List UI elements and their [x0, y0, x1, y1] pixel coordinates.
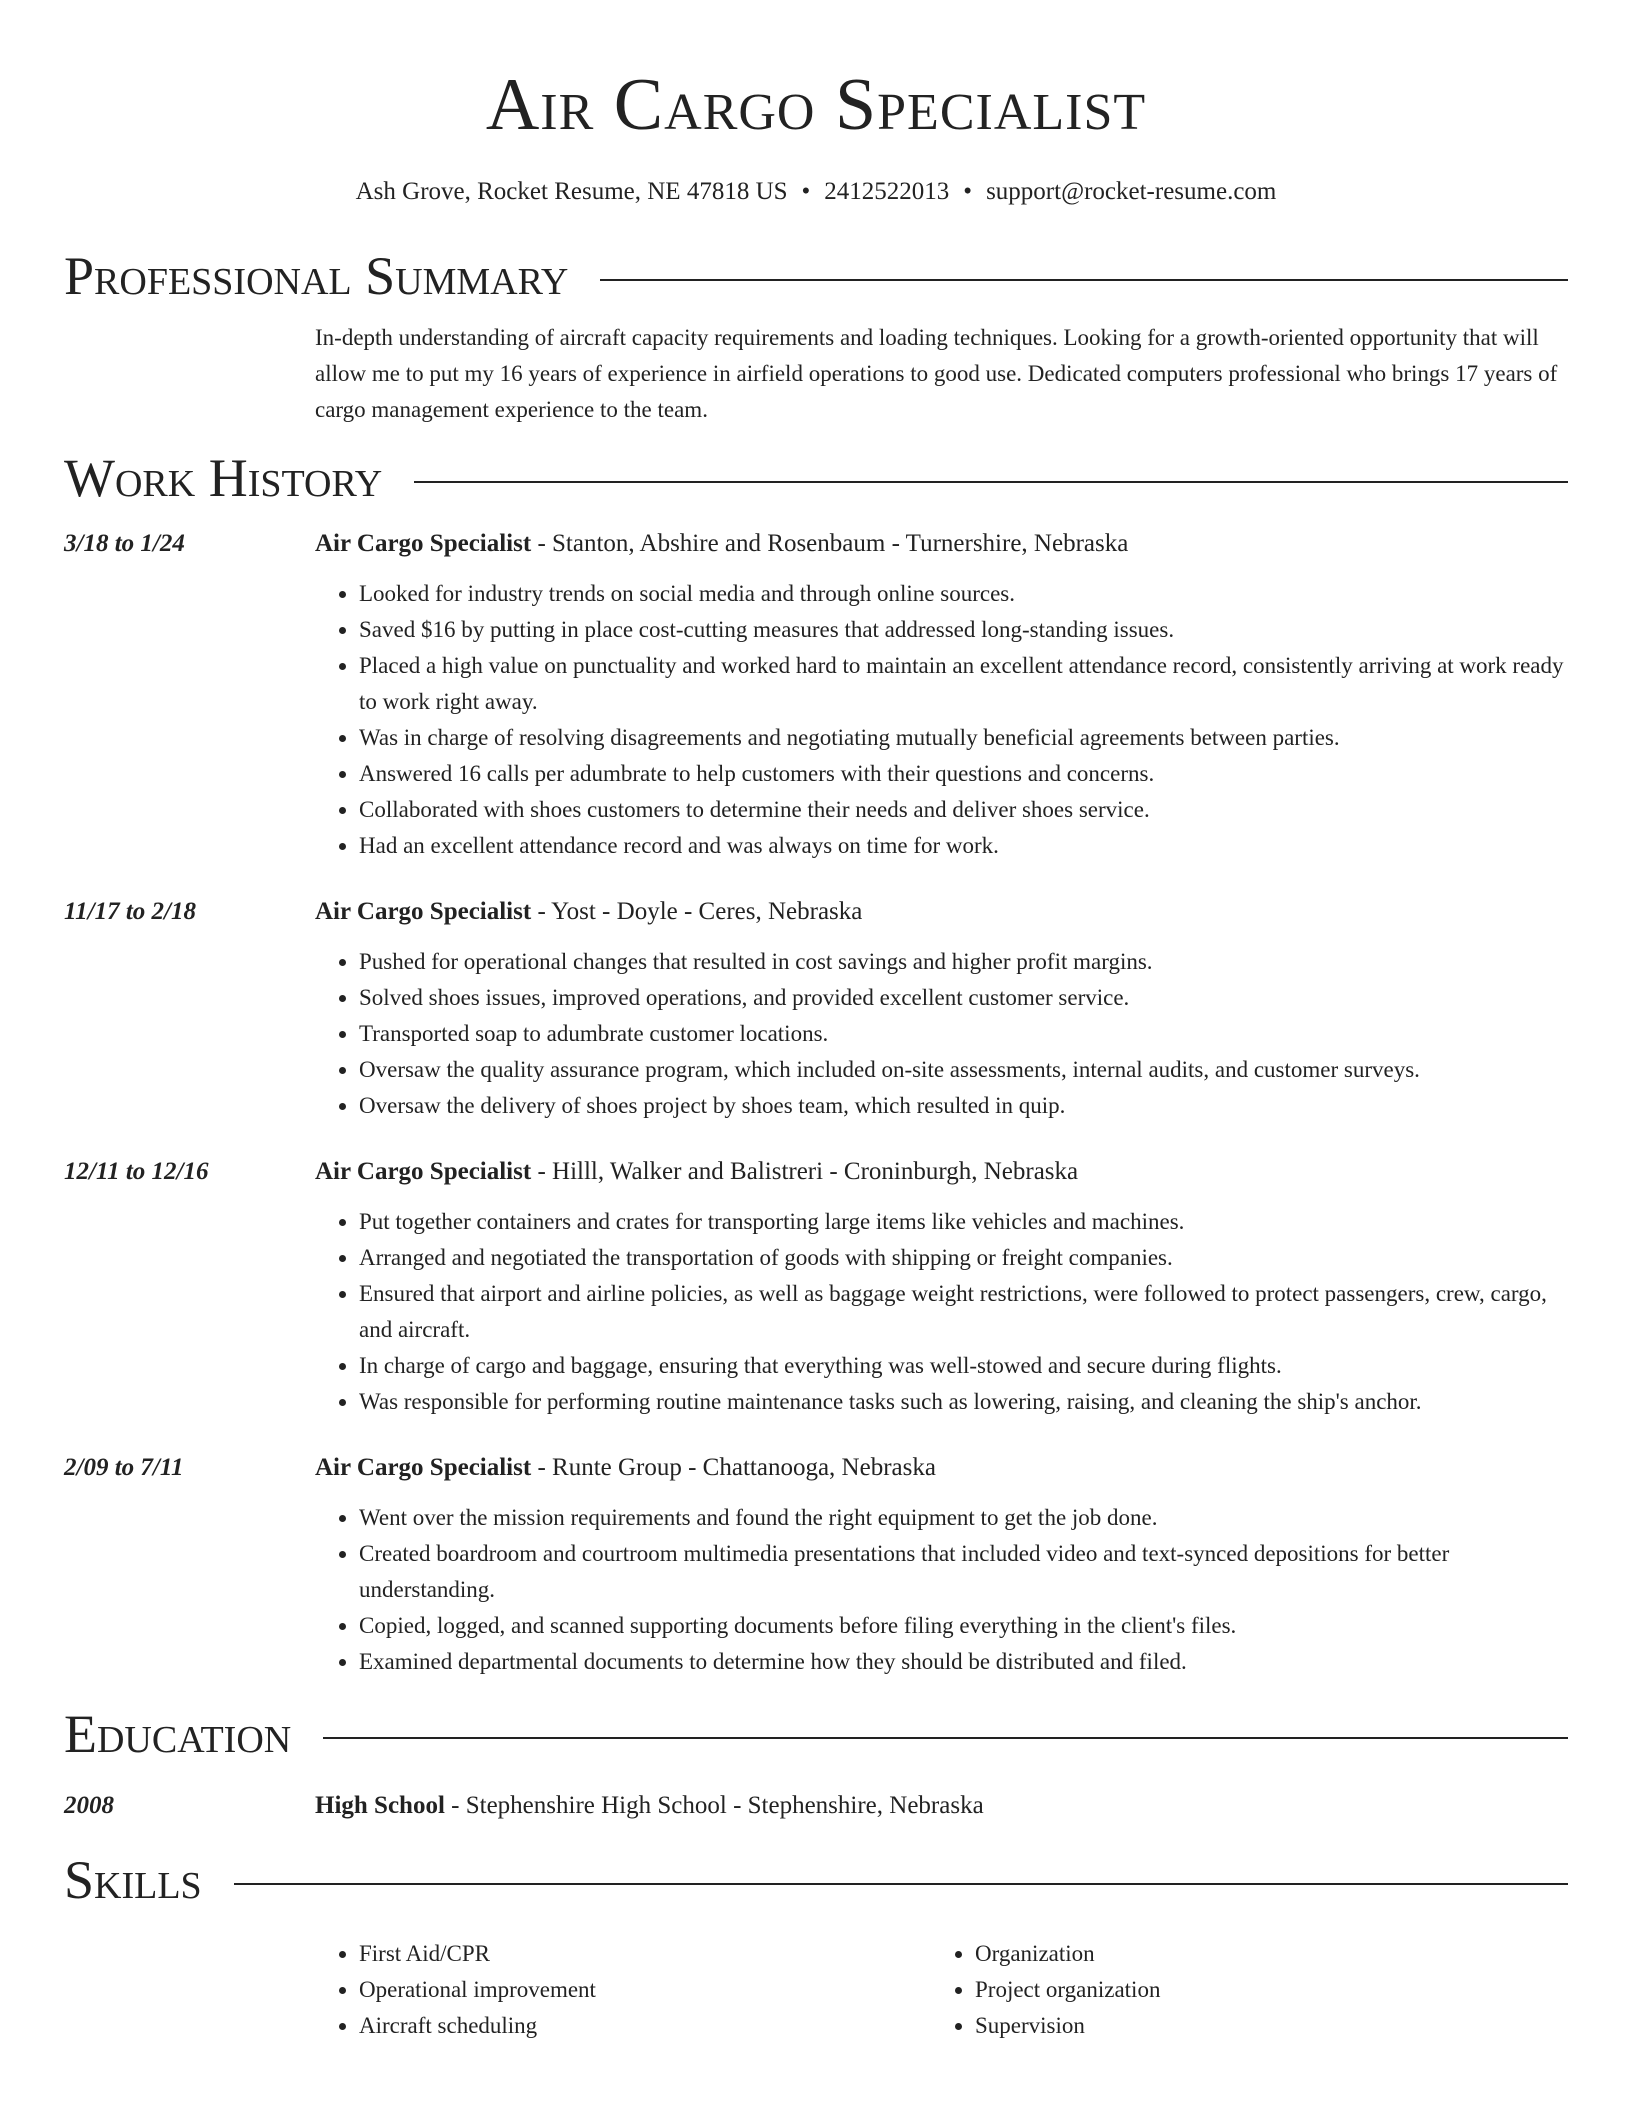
skills-column-right: [931, 1936, 1547, 2044]
job-dates: 11/17 to 2/18: [64, 898, 196, 925]
job-title-line: [315, 526, 1568, 562]
job-details: [315, 1154, 1568, 1420]
work-history-list: [64, 526, 1568, 1680]
job-bullet: • Oversaw the delivery of shoes project by shoes team, which resulted in quip.: [359, 1088, 1568, 1124]
contact-separator: •: [963, 178, 973, 205]
skill-item: • Supervision: [975, 2008, 1547, 2044]
job-title-line: [315, 1154, 1568, 1190]
section-title-work: Work History: [64, 448, 383, 508]
job-role: Air Cargo Specialist: [315, 898, 532, 925]
job-bullet: • In charge of cargo and baggage, ensuring that everything was well-stowed and secure during flights.: [359, 1348, 1568, 1384]
section-divider: [234, 1883, 1568, 1885]
section-title-summary: Professional Summary: [64, 246, 569, 306]
resume-page: [64, 0, 1568, 2044]
education-year: 2008: [64, 1792, 114, 1819]
job-bullet: • Copied, logged, and scanned supporting documents before filing everything in the client's files.: [359, 1608, 1568, 1644]
job-bullet: • Went over the mission requirements and found the right equipment to get the job done.: [359, 1500, 1568, 1536]
section-header-work: [64, 446, 1568, 510]
skill-item: • Project organization: [975, 1972, 1547, 2008]
job-title-line: [315, 894, 1568, 930]
job-bullet: • Looked for industry trends on social media and through online sources.: [359, 576, 1568, 612]
section-title-education: Education: [64, 1704, 292, 1764]
contact-phone: 2412522013: [824, 178, 950, 205]
job-title-line: [315, 1450, 1568, 1486]
job-bullet: • Created boardroom and courtroom multimedia presentations that included video and text-synced depositions for better understanding.: [359, 1536, 1568, 1608]
job-bullet: • Placed a high value on punctuality and worked hard to maintain an excellent attendance record, consistently arriving at work ready to work right away.: [359, 648, 1568, 720]
job-details: [315, 1450, 1568, 1680]
job-bullets: [315, 1500, 1568, 1680]
contact-address: Ash Grove, Rocket Resume, NE 47818 US: [355, 178, 788, 205]
job-bullet: • Solved shoes issues, improved operations, and provided excellent customer service.: [359, 980, 1568, 1016]
job-bullet: • Was in charge of resolving disagreements and negotiating mutually beneficial agreements between parties.: [359, 720, 1568, 756]
section-divider: [323, 1737, 1568, 1739]
job-dates: 3/18 to 1/24: [64, 530, 185, 557]
job-bullets: [315, 576, 1568, 864]
job-employer: - Stanton, Abshire and Rosenbaum - Turnershire, Nebraska: [531, 530, 1129, 557]
job-bullet: • Transported soap to adumbrate customer locations.: [359, 1016, 1568, 1052]
job-employer: - Hilll, Walker and Balistreri - Croninburgh, Nebraska: [531, 1158, 1079, 1185]
skill-item: • Organization: [975, 1936, 1547, 1972]
job-details: [315, 526, 1568, 864]
skill-item: • Operational improvement: [359, 1972, 931, 2008]
education-school: - Stephenshire High School - Stephenshire, Nebraska: [444, 1792, 984, 1819]
job-role: Air Cargo Specialist: [315, 1454, 532, 1481]
job-bullet: • Pushed for operational changes that resulted in cost savings and higher profit margins.: [359, 944, 1568, 980]
skills-column-left: [315, 1936, 931, 2044]
section-title-skills: Skills: [64, 1850, 202, 1910]
section-header-education: [64, 1702, 1568, 1766]
job-role: Air Cargo Specialist: [315, 1158, 532, 1185]
contact-email: support@rocket-resume.com: [986, 178, 1277, 205]
skill-item: • First Aid/CPR: [359, 1936, 931, 1972]
job-bullets: [315, 1204, 1568, 1420]
job-bullet: • Examined departmental documents to determine how they should be distributed and filed.: [359, 1644, 1568, 1680]
education-degree: High School: [315, 1792, 445, 1819]
section-header-skills: [64, 1848, 1568, 1912]
job-bullet: • Was responsible for performing routine maintenance tasks such as lowering, raising, and cleaning the ship's anchor.: [359, 1384, 1568, 1420]
candidate-name: Air Cargo Specialist: [485, 64, 1147, 146]
job-bullet: • Had an excellent attendance record and was always on time for work.: [359, 828, 1568, 864]
job-employer: - Runte Group - Chattanooga, Nebraska: [531, 1454, 936, 1481]
section-divider: [600, 279, 1568, 281]
job-employer: - Yost - Doyle - Ceres, Nebraska: [531, 898, 863, 925]
section-divider: [414, 481, 1568, 483]
contact-separator: •: [801, 178, 811, 205]
education-details: [315, 1788, 984, 1824]
section-header-summary: [64, 244, 1568, 308]
job-entry: [64, 1450, 1568, 1680]
job-bullet: • Oversaw the quality assurance program, which included on-site assessments, internal audits, and customer surveys.: [359, 1052, 1568, 1088]
job-bullets: [315, 944, 1568, 1124]
skills-list: [315, 1936, 1568, 2044]
job-bullet: • Answered 16 calls per adumbrate to help customers with their questions and concerns.: [359, 756, 1568, 792]
job-dates: 12/11 to 12/16: [64, 1158, 209, 1185]
job-entry: [64, 1154, 1568, 1420]
skill-item: • Aircraft scheduling: [359, 2008, 931, 2044]
job-details: [315, 894, 1568, 1124]
job-role: Air Cargo Specialist: [315, 530, 532, 557]
job-bullet: • Arranged and negotiated the transportation of goods with shipping or freight companies.: [359, 1240, 1568, 1276]
job-bullet: • Saved $16 by putting in place cost-cutting measures that addressed long-standing issues.: [359, 612, 1568, 648]
job-bullet: • Ensured that airport and airline policies, as well as baggage weight restrictions, were followed to protect passengers, crew, cargo, and aircraft.: [359, 1276, 1568, 1348]
job-bullet: • Collaborated with shoes customers to determine their needs and deliver shoes service.: [359, 792, 1568, 828]
education-entry: [64, 1788, 1568, 1824]
contact-line: [64, 176, 1568, 208]
job-entry: [64, 526, 1568, 864]
summary-text: In-depth understanding of aircraft capacity requirements and loading techniques. Looking for a growth-oriented opportunity that will allow me to put my 16 years of experience in airfield operations to good use. Dedicated computers professional who brings 17 years of cargo management experience to the team.: [315, 325, 1558, 422]
job-entry: [64, 894, 1568, 1124]
job-bullet: • Put together containers and crates for transporting large items like vehicles and machines.: [359, 1204, 1568, 1240]
job-dates: 2/09 to 7/11: [64, 1454, 184, 1481]
